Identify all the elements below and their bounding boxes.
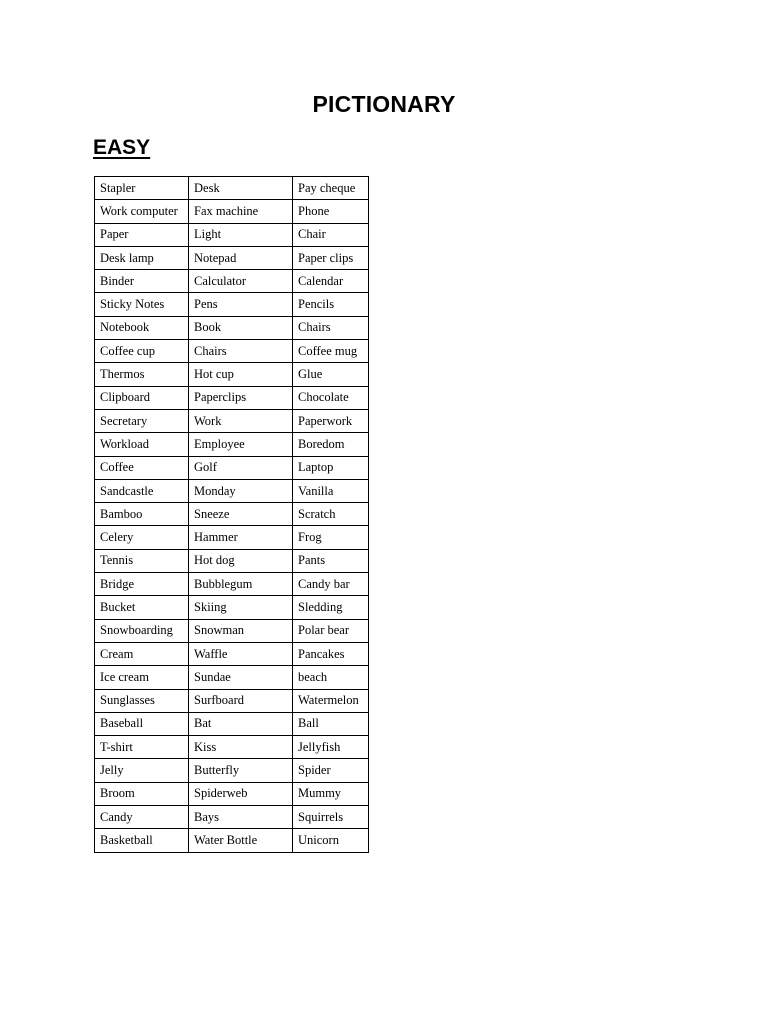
table-cell: Butterfly: [189, 759, 293, 782]
table-cell: Work: [189, 409, 293, 432]
table-cell: Chairs: [189, 340, 293, 363]
table-cell: Light: [189, 223, 293, 246]
table-row: [95, 316, 369, 339]
table-cell: Mummy: [293, 782, 369, 805]
table-cell: Surfboard: [189, 689, 293, 712]
table-row: [95, 666, 369, 689]
table-cell: Bat: [189, 712, 293, 735]
table-row: [95, 806, 369, 829]
table-cell: Glue: [293, 363, 369, 386]
table-cell: Bucket: [95, 596, 189, 619]
table-cell: Binder: [95, 270, 189, 293]
table-row: [95, 340, 369, 363]
table-cell: Celery: [95, 526, 189, 549]
table-cell: Snowboarding: [95, 619, 189, 642]
table-row: [95, 596, 369, 619]
table-cell: Bays: [189, 806, 293, 829]
table-cell: Paper: [95, 223, 189, 246]
word-table-body: [95, 177, 369, 853]
table-cell: Spider: [293, 759, 369, 782]
table-row: [95, 270, 369, 293]
table-cell: Book: [189, 316, 293, 339]
table-row: [95, 386, 369, 409]
table-cell: Kiss: [189, 736, 293, 759]
table-cell: Thermos: [95, 363, 189, 386]
table-cell: Sandcastle: [95, 479, 189, 502]
table-cell: Paperclips: [189, 386, 293, 409]
table-cell: Paperwork: [293, 409, 369, 432]
table-cell: Coffee cup: [95, 340, 189, 363]
table-cell: Broom: [95, 782, 189, 805]
table-row: [95, 503, 369, 526]
table-cell: Candy: [95, 806, 189, 829]
table-cell: Pancakes: [293, 642, 369, 665]
table-cell: Sundae: [189, 666, 293, 689]
table-cell: Jelly: [95, 759, 189, 782]
table-cell: Secretary: [95, 409, 189, 432]
table-cell: Monday: [189, 479, 293, 502]
table-cell: Pay cheque: [293, 177, 369, 200]
table-cell: Calculator: [189, 270, 293, 293]
table-row: [95, 549, 369, 572]
table-cell: Basketball: [95, 829, 189, 852]
table-row: [95, 246, 369, 269]
table-cell: T-shirt: [95, 736, 189, 759]
section-heading-easy: EASY: [93, 136, 151, 159]
table-cell: Squirrels: [293, 806, 369, 829]
table-cell: Phone: [293, 200, 369, 223]
table-cell: Fax machine: [189, 200, 293, 223]
table-cell: Watermelon: [293, 689, 369, 712]
table-row: [95, 782, 369, 805]
page-title: PICTIONARY: [312, 91, 456, 117]
table-cell: Spiderweb: [189, 782, 293, 805]
table-cell: Waffle: [189, 642, 293, 665]
table-row: [95, 759, 369, 782]
table-cell: Chairs: [293, 316, 369, 339]
table-cell: Workload: [95, 433, 189, 456]
table-cell: Ball: [293, 712, 369, 735]
table-cell: Notepad: [189, 246, 293, 269]
word-table-container: [94, 176, 369, 878]
table-cell: Chair: [293, 223, 369, 246]
table-cell: Coffee: [95, 456, 189, 479]
table-cell: Clipboard: [95, 386, 189, 409]
table-cell: Polar bear: [293, 619, 369, 642]
table-cell: Vanilla: [293, 479, 369, 502]
table-cell: Calendar: [293, 270, 369, 293]
table-row: [95, 200, 369, 223]
table-cell: Cream: [95, 642, 189, 665]
table-cell: Bubblegum: [189, 573, 293, 596]
table-cell: Hot cup: [189, 363, 293, 386]
table-cell: Candy bar: [293, 573, 369, 596]
table-cell: Pencils: [293, 293, 369, 316]
word-table: [94, 176, 369, 853]
table-cell: Coffee mug: [293, 340, 369, 363]
table-cell: Work computer: [95, 200, 189, 223]
table-cell: Pants: [293, 549, 369, 572]
table-cell: Snowman: [189, 619, 293, 642]
table-cell: Pens: [189, 293, 293, 316]
table-row: [95, 689, 369, 712]
table-cell: Hot dog: [189, 549, 293, 572]
table-row: [95, 829, 369, 852]
table-cell: Golf: [189, 456, 293, 479]
table-cell: Employee: [189, 433, 293, 456]
table-row: [95, 642, 369, 665]
table-cell: Baseball: [95, 712, 189, 735]
table-cell: Jellyfish: [293, 736, 369, 759]
table-cell: Paper clips: [293, 246, 369, 269]
table-cell: Water Bottle: [189, 829, 293, 852]
table-cell: Ice cream: [95, 666, 189, 689]
table-cell: Sneeze: [189, 503, 293, 526]
table-cell: Chocolate: [293, 386, 369, 409]
table-row: [95, 177, 369, 200]
table-row: [95, 363, 369, 386]
table-cell: Sunglasses: [95, 689, 189, 712]
table-row: [95, 736, 369, 759]
table-cell: Desk lamp: [95, 246, 189, 269]
table-row: [95, 712, 369, 735]
table-cell: Sticky Notes: [95, 293, 189, 316]
table-row: [95, 433, 369, 456]
table-row: [95, 409, 369, 432]
table-cell: Frog: [293, 526, 369, 549]
table-cell: Tennis: [95, 549, 189, 572]
table-cell: Bridge: [95, 573, 189, 596]
table-cell: Unicorn: [293, 829, 369, 852]
table-cell: Bamboo: [95, 503, 189, 526]
table-row: [95, 456, 369, 479]
table-row: [95, 223, 369, 246]
table-cell: Boredom: [293, 433, 369, 456]
table-row: [95, 479, 369, 502]
table-row: [95, 619, 369, 642]
table-cell: Hammer: [189, 526, 293, 549]
table-row: [95, 573, 369, 596]
table-cell: Stapler: [95, 177, 189, 200]
table-cell: Notebook: [95, 316, 189, 339]
table-cell: Skiing: [189, 596, 293, 619]
table-cell: Laptop: [293, 456, 369, 479]
table-cell: beach: [293, 666, 369, 689]
table-cell: Desk: [189, 177, 293, 200]
table-cell: Scratch: [293, 503, 369, 526]
table-cell: Sledding: [293, 596, 369, 619]
table-row: [95, 526, 369, 549]
table-row: [95, 293, 369, 316]
